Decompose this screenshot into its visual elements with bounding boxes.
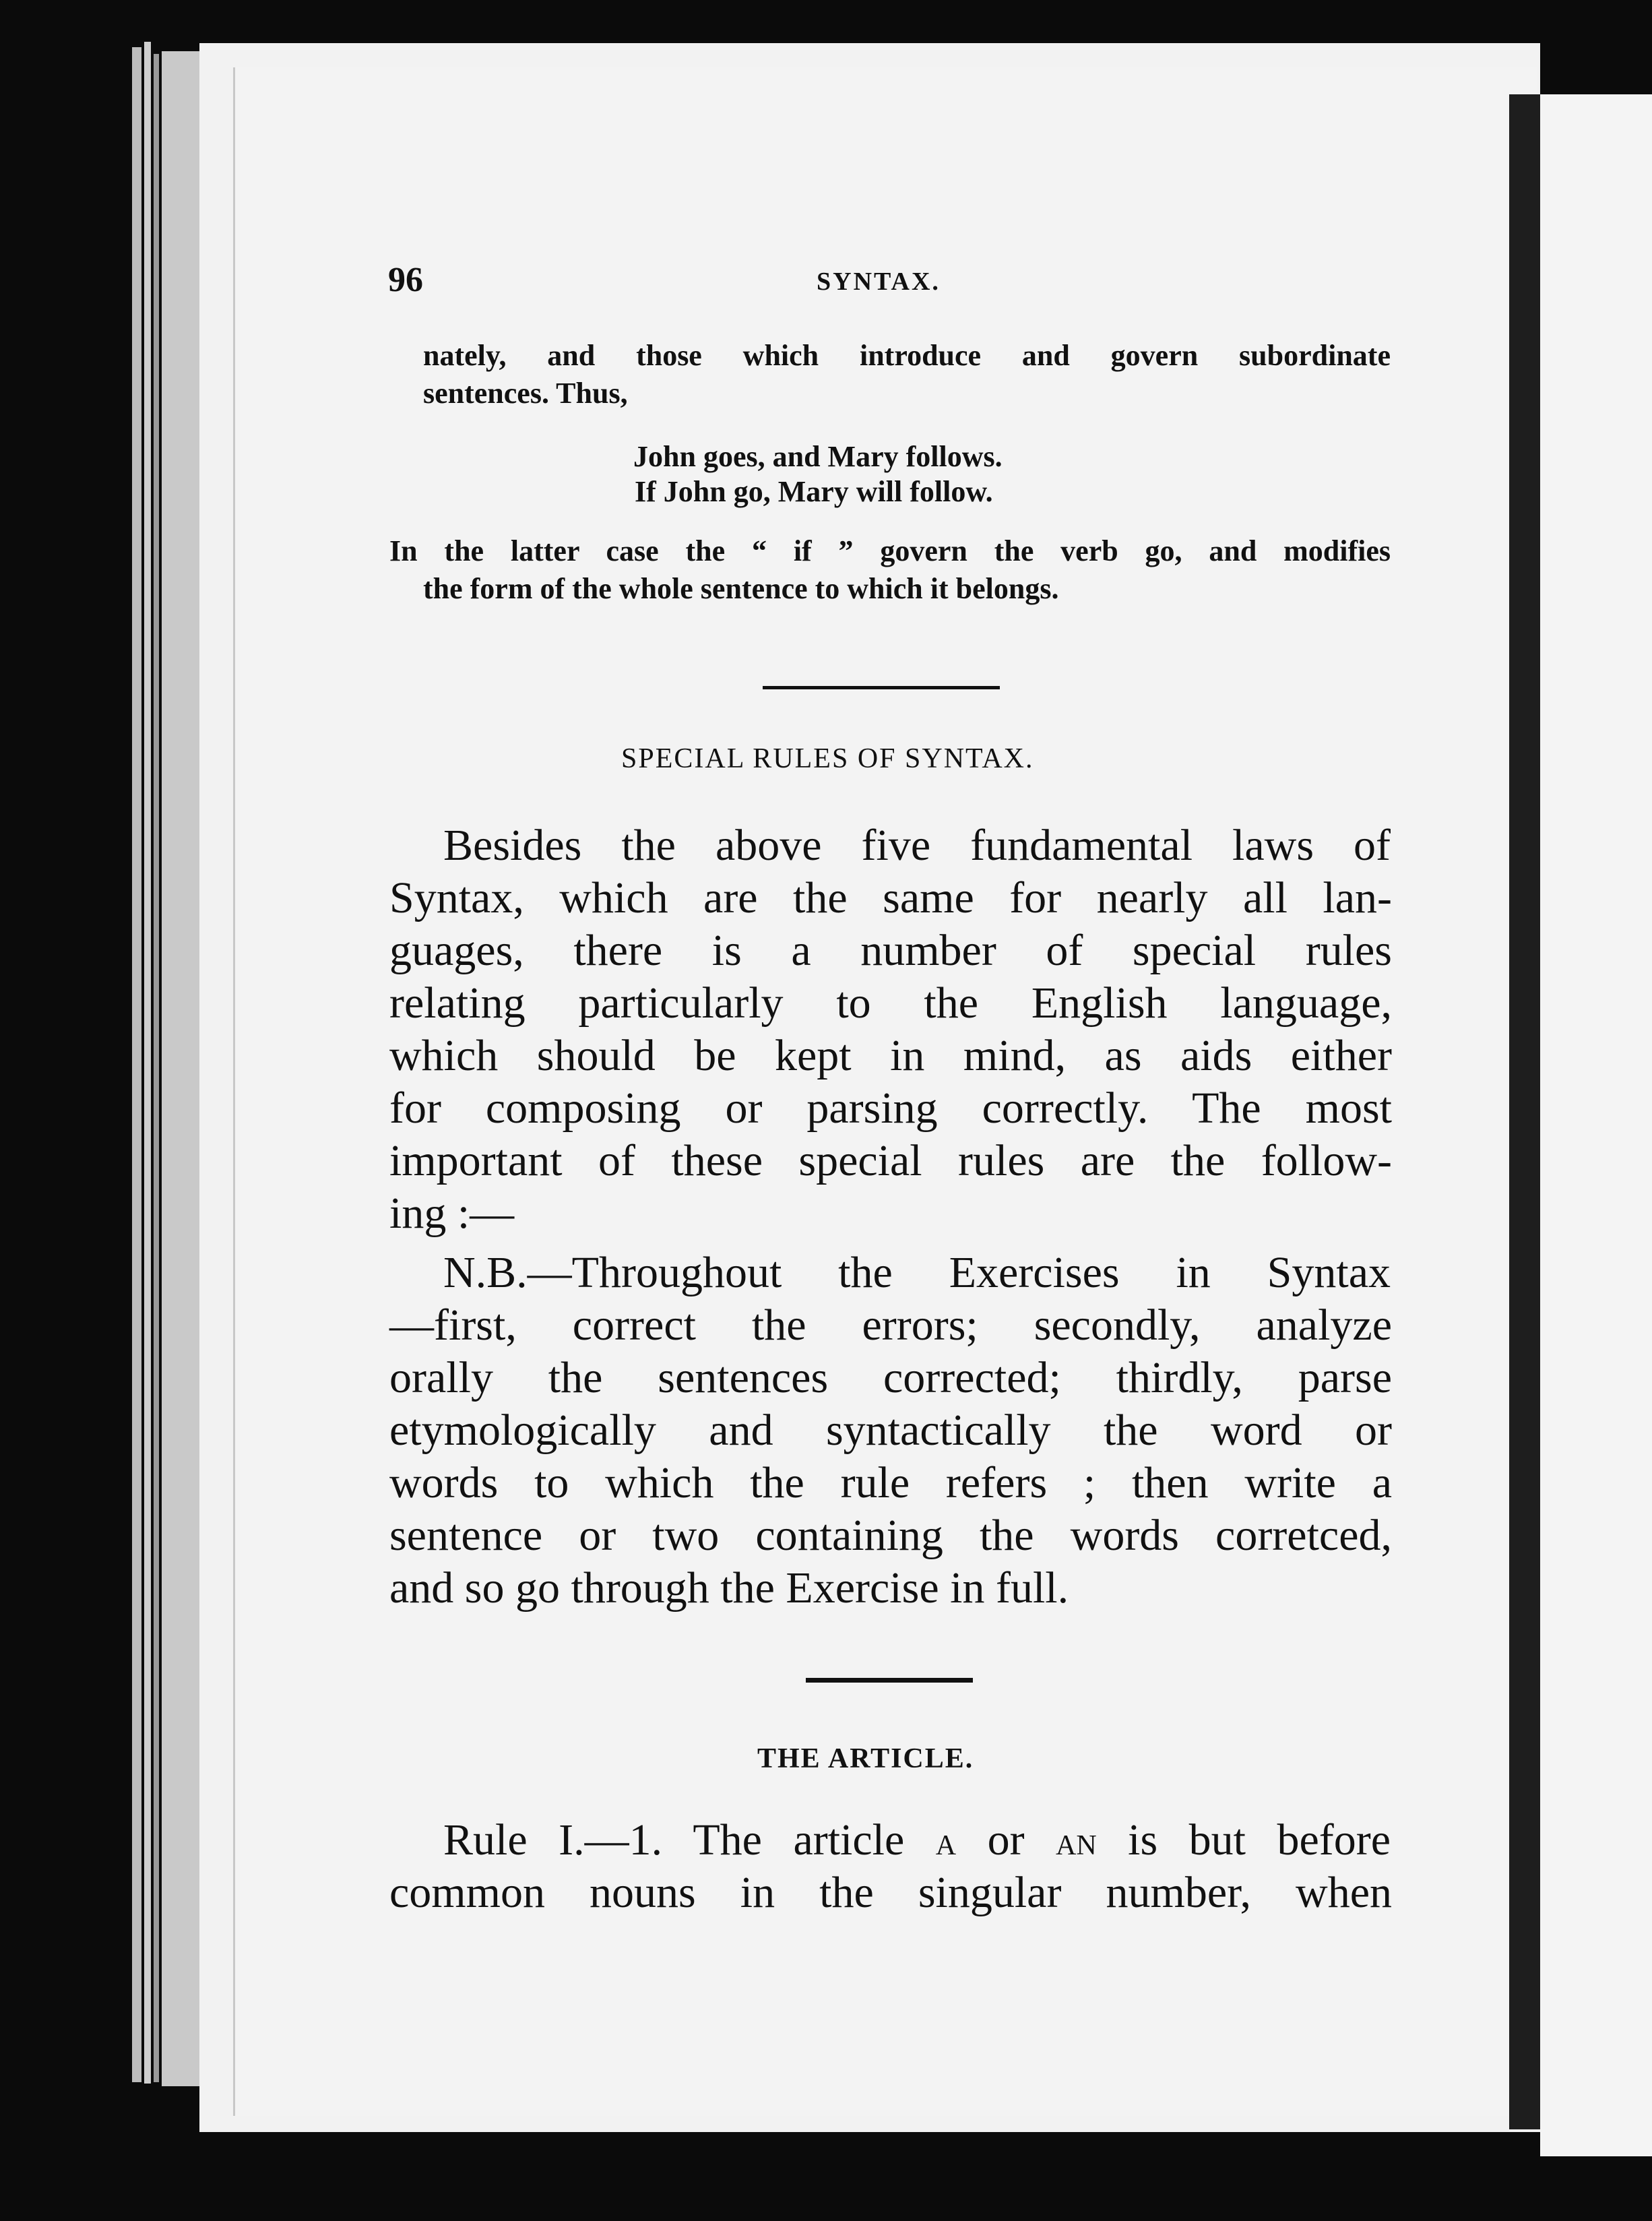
page-number: 96 <box>388 261 423 299</box>
intro-line-2: sentences. Thus, <box>423 377 628 410</box>
intro-line-4: the form of the whole sentence to which it belongs. <box>423 572 1059 605</box>
rule-line-2: common nouns in the singular number, when <box>389 1868 1392 1917</box>
section-divider <box>763 686 1000 689</box>
intro-line-1: nately, and those which introduce and govern subordinate <box>423 339 1391 372</box>
small-caps-a: a <box>935 1819 957 1863</box>
note-line: and so go through the Exercise in full. <box>389 1563 1069 1613</box>
page-edge <box>132 47 141 2082</box>
running-head: SYNTAX. <box>817 268 941 296</box>
paragraph-line: important of these special rules are the follow- <box>389 1136 1392 1185</box>
small-caps-an: an <box>1056 1819 1097 1863</box>
note-line: orally the sentences corrected; thirdly, parse <box>389 1353 1392 1402</box>
note-line: —first, correct the errors; secondly, analyze <box>389 1301 1392 1350</box>
note-line: N.B.—Throughout the Exercises in Syntax <box>443 1248 1391 1297</box>
paragraph-line: for composing or parsing correctly. The most <box>389 1084 1392 1133</box>
page-edge <box>144 42 151 2084</box>
book-gutter <box>1509 94 1542 2129</box>
page-edge <box>154 54 159 2082</box>
section-heading-special-rules: SPECIAL RULES OF SYNTAX. <box>621 743 1034 774</box>
paragraph-line: relating particularly to the English language, <box>389 978 1392 1028</box>
paragraph-line: Syntax, which are the same for nearly all lan- <box>389 873 1392 922</box>
paragraph-line: which should be kept in mind, as aids either <box>389 1031 1392 1080</box>
paragraph-line: guages, there is a number of special rules <box>389 926 1392 975</box>
paragraph-line: ing :— <box>389 1189 515 1238</box>
note-line: sentence or two containing the words corretced, <box>389 1511 1392 1560</box>
section-divider <box>806 1678 973 1683</box>
rule-line-1: Rule I.—1. The article a or an is but before <box>443 1815 1391 1865</box>
paragraph-line: Besides the above five fundamental laws of <box>443 821 1391 870</box>
note-line: words to which the rule refers ; then write a <box>389 1458 1392 1507</box>
section-heading-article: THE ARTICLE. <box>757 1743 974 1774</box>
note-line: etymologically and syntactically the word or <box>389 1406 1392 1455</box>
example-line-2: If John go, Mary will follow. <box>635 475 993 508</box>
intro-line-3: In the latter case the “ if ” govern the verb go, and modifies <box>389 534 1391 567</box>
example-line-1: John goes, and Mary follows. <box>633 440 1003 473</box>
facing-page <box>1540 94 1652 2156</box>
